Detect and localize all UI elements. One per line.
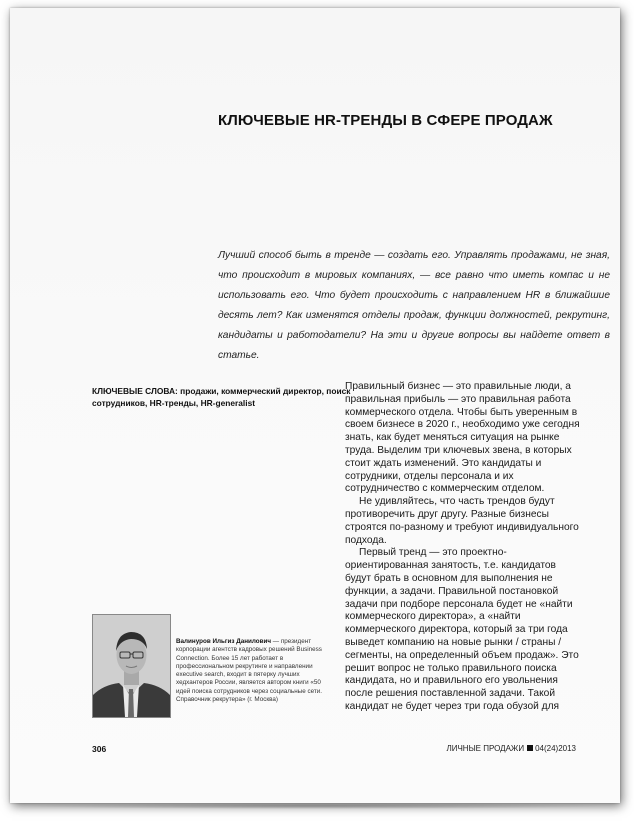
- author-photo: [92, 614, 171, 718]
- body-paragraph: Первый тренд — это проектно-ориентированная занятость, т.е. кандидатов будут брать в основном для выполнения не функции, а задачи. Правильной постановкой задачи при подборе персонала будет не «найти коммерческого директора», а «найти коммерческого директора, который за три года выведет компанию на новые рынки / страны / сегменты, на определенный объем продаж». Это решит вопрос не только правильного поиска кандидата, но и правильного его увольнения после решения поставленной задачи. Такой кандидат не будет через три года обузой для: [345, 547, 579, 712]
- article-lead: Лучший способ быть в тренде — создать его. Управлять продажами, не зная, что происходит в мировых компаниях, — все равно что иметь компас и не использовать его. Что будет происходить с направлением HR в ближайшие десять лет? Как изменятся отделы продаж, функции должностей, рекрутинг, кандидаты и работодатели? На эти и другие вопросы вы найдете ответ в статье.: [218, 250, 610, 361]
- author-bio: [176, 638, 336, 704]
- body-paragraph: Правильный бизнес — это правильные люди, а правильная прибыль — это правильная работа коммерческого отдела. Чтобы быть уверенным в своем бизнесе в 2020 г., необходимо уже сегодня знать, как будет меняться ситуация на рынке труда. Выделим три ключевых звена, в которых стоит ждать изменений. Это кандидаты и сотрудники, отделы персонала и их сотрудничество с коммерческим отделом.: [345, 381, 580, 495]
- page-number: 306: [92, 744, 107, 754]
- issue-number: 04(24)2013: [535, 744, 576, 753]
- article-body: [345, 381, 583, 714]
- magazine-page: [10, 8, 620, 803]
- keywords-list: продажи, коммерческий директор, поиск сотрудников, HR-тренды, HR-generalist: [92, 386, 351, 408]
- square-bullet-icon: [527, 745, 533, 751]
- keywords-label: КЛЮЧЕВЫЕ СЛОВА:: [92, 386, 178, 396]
- running-footer: [446, 744, 576, 753]
- keywords-block: [92, 386, 352, 409]
- magazine-name: ЛИЧНЫЕ ПРОДАЖИ: [446, 744, 525, 753]
- author-description: — президент корпорации агентств кадровых решений Business Connection. Более 15 лет работает в профессиональном рекрутинге и направлении executive search, входит в пятерку лучших хедхантеров России, является автором книги «50 идей поиска сотрудников через социальные сети. Справочник рекрутера» (г. Москва): [176, 638, 323, 704]
- article-title: КЛЮЧЕВЫЕ HR-ТРЕНДЫ В СФЕРЕ ПРОДАЖ: [218, 112, 553, 129]
- author-name: Валинуров Ильгиз Данилович: [176, 638, 272, 645]
- body-paragraph: Не удивляйтесь, что часть трендов будут противоречить друг другу. Разные бизнесы строятся по-разному и требуют индивидуального подхода.: [345, 496, 579, 546]
